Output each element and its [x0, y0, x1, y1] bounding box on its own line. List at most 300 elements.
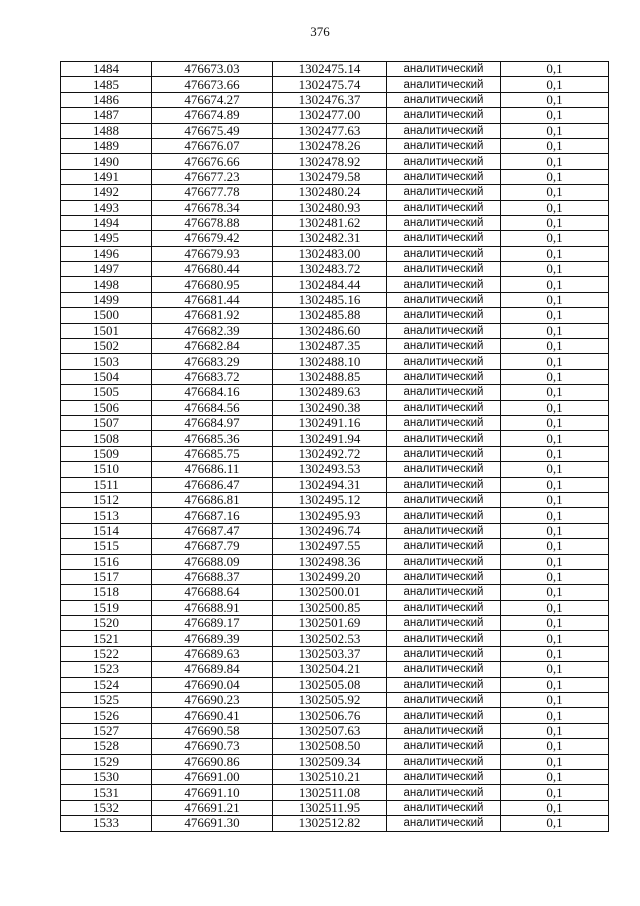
y-coordinate-cell: 1302497.55 — [273, 539, 387, 554]
table-row — [61, 754, 609, 769]
y-coordinate-cell: 1302483.00 — [273, 246, 387, 261]
method-cell: аналитический — [387, 646, 501, 661]
method-cell: аналитический — [387, 585, 501, 600]
method-cell: аналитический — [387, 816, 501, 831]
accuracy-cell: 0,1 — [501, 816, 609, 831]
x-coordinate-cell: 476676.66 — [152, 154, 273, 169]
table-row — [61, 308, 609, 323]
table-row — [61, 185, 609, 200]
table-row — [61, 446, 609, 461]
x-coordinate-cell: 476680.95 — [152, 277, 273, 292]
table-row — [61, 739, 609, 754]
method-cell: аналитический — [387, 200, 501, 215]
y-coordinate-cell: 1302496.74 — [273, 523, 387, 538]
point-number-cell: 1505 — [61, 385, 152, 400]
point-number-cell: 1522 — [61, 646, 152, 661]
y-coordinate-cell: 1302488.85 — [273, 369, 387, 384]
method-cell: аналитический — [387, 215, 501, 230]
y-coordinate-cell: 1302480.93 — [273, 200, 387, 215]
accuracy-cell: 0,1 — [501, 92, 609, 107]
method-cell: аналитический — [387, 723, 501, 738]
method-cell: аналитический — [387, 554, 501, 569]
table-row — [61, 200, 609, 215]
table-row — [61, 646, 609, 661]
table-row — [61, 77, 609, 92]
table-row — [61, 554, 609, 569]
y-coordinate-cell: 1302486.60 — [273, 323, 387, 338]
point-number-cell: 1532 — [61, 800, 152, 815]
point-number-cell: 1513 — [61, 508, 152, 523]
x-coordinate-cell: 476688.09 — [152, 554, 273, 569]
point-number-cell: 1495 — [61, 231, 152, 246]
table-row — [61, 369, 609, 384]
method-cell: аналитический — [387, 708, 501, 723]
y-coordinate-cell: 1302480.24 — [273, 185, 387, 200]
y-coordinate-cell: 1302482.31 — [273, 231, 387, 246]
x-coordinate-cell: 476687.79 — [152, 539, 273, 554]
point-number-cell: 1494 — [61, 215, 152, 230]
x-coordinate-cell: 476690.58 — [152, 723, 273, 738]
accuracy-cell: 0,1 — [501, 523, 609, 538]
method-cell: аналитический — [387, 323, 501, 338]
table-row — [61, 569, 609, 584]
x-coordinate-cell: 476688.64 — [152, 585, 273, 600]
point-number-cell: 1506 — [61, 400, 152, 415]
point-number-cell: 1491 — [61, 169, 152, 184]
y-coordinate-cell: 1302483.72 — [273, 262, 387, 277]
point-number-cell: 1529 — [61, 754, 152, 769]
x-coordinate-cell: 476684.56 — [152, 400, 273, 415]
y-coordinate-cell: 1302489.63 — [273, 385, 387, 400]
point-number-cell: 1500 — [61, 308, 152, 323]
x-coordinate-cell: 476689.63 — [152, 646, 273, 661]
method-cell: аналитический — [387, 138, 501, 153]
point-number-cell: 1520 — [61, 616, 152, 631]
x-coordinate-cell: 476686.47 — [152, 477, 273, 492]
y-coordinate-cell: 1302501.69 — [273, 616, 387, 631]
point-number-cell: 1489 — [61, 138, 152, 153]
y-coordinate-cell: 1302475.14 — [273, 62, 387, 77]
y-coordinate-cell: 1302511.95 — [273, 800, 387, 815]
x-coordinate-cell: 476673.03 — [152, 62, 273, 77]
x-coordinate-cell: 476677.23 — [152, 169, 273, 184]
y-coordinate-cell: 1302505.92 — [273, 693, 387, 708]
y-coordinate-cell: 1302508.50 — [273, 739, 387, 754]
y-coordinate-cell: 1302478.92 — [273, 154, 387, 169]
method-cell: аналитический — [387, 354, 501, 369]
x-coordinate-cell: 476690.41 — [152, 708, 273, 723]
accuracy-cell: 0,1 — [501, 785, 609, 800]
y-coordinate-cell: 1302487.35 — [273, 339, 387, 354]
table-row — [61, 585, 609, 600]
method-cell: аналитический — [387, 800, 501, 815]
table-row — [61, 231, 609, 246]
method-cell: аналитический — [387, 616, 501, 631]
x-coordinate-cell: 476676.07 — [152, 138, 273, 153]
y-coordinate-cell: 1302511.08 — [273, 785, 387, 800]
point-number-cell: 1484 — [61, 62, 152, 77]
y-coordinate-cell: 1302484.44 — [273, 277, 387, 292]
point-number-cell: 1498 — [61, 277, 152, 292]
method-cell: аналитический — [387, 662, 501, 677]
accuracy-cell: 0,1 — [501, 539, 609, 554]
x-coordinate-cell: 476688.91 — [152, 600, 273, 615]
table-row — [61, 800, 609, 815]
method-cell: аналитический — [387, 631, 501, 646]
accuracy-cell: 0,1 — [501, 339, 609, 354]
method-cell: аналитический — [387, 739, 501, 754]
table-row — [61, 215, 609, 230]
table-row — [61, 508, 609, 523]
point-number-cell: 1526 — [61, 708, 152, 723]
point-number-cell: 1496 — [61, 246, 152, 261]
coordinates-table-body — [61, 62, 609, 832]
point-number-cell: 1488 — [61, 123, 152, 138]
method-cell: аналитический — [387, 185, 501, 200]
method-cell: аналитический — [387, 492, 501, 507]
table-row — [61, 108, 609, 123]
method-cell: аналитический — [387, 508, 501, 523]
point-number-cell: 1502 — [61, 339, 152, 354]
table-row — [61, 385, 609, 400]
x-coordinate-cell: 476675.49 — [152, 123, 273, 138]
point-number-cell: 1501 — [61, 323, 152, 338]
y-coordinate-cell: 1302498.36 — [273, 554, 387, 569]
method-cell: аналитический — [387, 123, 501, 138]
accuracy-cell: 0,1 — [501, 323, 609, 338]
point-number-cell: 1525 — [61, 693, 152, 708]
accuracy-cell: 0,1 — [501, 231, 609, 246]
method-cell: аналитический — [387, 369, 501, 384]
table-row — [61, 246, 609, 261]
accuracy-cell: 0,1 — [501, 769, 609, 784]
accuracy-cell: 0,1 — [501, 415, 609, 430]
y-coordinate-cell: 1302505.08 — [273, 677, 387, 692]
y-coordinate-cell: 1302502.53 — [273, 631, 387, 646]
accuracy-cell: 0,1 — [501, 169, 609, 184]
accuracy-cell: 0,1 — [501, 462, 609, 477]
table-row — [61, 816, 609, 831]
x-coordinate-cell: 476685.36 — [152, 431, 273, 446]
y-coordinate-cell: 1302478.26 — [273, 138, 387, 153]
accuracy-cell: 0,1 — [501, 246, 609, 261]
table-row — [61, 323, 609, 338]
y-coordinate-cell: 1302475.74 — [273, 77, 387, 92]
point-number-cell: 1514 — [61, 523, 152, 538]
x-coordinate-cell: 476690.23 — [152, 693, 273, 708]
x-coordinate-cell: 476687.47 — [152, 523, 273, 538]
table-row — [61, 62, 609, 77]
accuracy-cell: 0,1 — [501, 154, 609, 169]
y-coordinate-cell: 1302504.21 — [273, 662, 387, 677]
point-number-cell: 1499 — [61, 292, 152, 307]
table-row — [61, 169, 609, 184]
x-coordinate-cell: 476691.10 — [152, 785, 273, 800]
x-coordinate-cell: 476691.30 — [152, 816, 273, 831]
method-cell: аналитический — [387, 415, 501, 430]
x-coordinate-cell: 476681.92 — [152, 308, 273, 323]
method-cell: аналитический — [387, 92, 501, 107]
point-number-cell: 1516 — [61, 554, 152, 569]
table-row — [61, 154, 609, 169]
accuracy-cell: 0,1 — [501, 446, 609, 461]
accuracy-cell: 0,1 — [501, 262, 609, 277]
table-row — [61, 354, 609, 369]
method-cell: аналитический — [387, 477, 501, 492]
accuracy-cell: 0,1 — [501, 739, 609, 754]
x-coordinate-cell: 476684.16 — [152, 385, 273, 400]
method-cell: аналитический — [387, 523, 501, 538]
method-cell: аналитический — [387, 292, 501, 307]
accuracy-cell: 0,1 — [501, 108, 609, 123]
accuracy-cell: 0,1 — [501, 631, 609, 646]
point-number-cell: 1503 — [61, 354, 152, 369]
accuracy-cell: 0,1 — [501, 585, 609, 600]
point-number-cell: 1523 — [61, 662, 152, 677]
table-row — [61, 631, 609, 646]
y-coordinate-cell: 1302506.76 — [273, 708, 387, 723]
point-number-cell: 1509 — [61, 446, 152, 461]
y-coordinate-cell: 1302476.37 — [273, 92, 387, 107]
accuracy-cell: 0,1 — [501, 477, 609, 492]
point-number-cell: 1510 — [61, 462, 152, 477]
table-row — [61, 138, 609, 153]
method-cell: аналитический — [387, 339, 501, 354]
x-coordinate-cell: 476689.17 — [152, 616, 273, 631]
x-coordinate-cell: 476673.66 — [152, 77, 273, 92]
x-coordinate-cell: 476690.04 — [152, 677, 273, 692]
accuracy-cell: 0,1 — [501, 754, 609, 769]
accuracy-cell: 0,1 — [501, 708, 609, 723]
y-coordinate-cell: 1302485.88 — [273, 308, 387, 323]
y-coordinate-cell: 1302488.10 — [273, 354, 387, 369]
x-coordinate-cell: 476679.93 — [152, 246, 273, 261]
table-row — [61, 539, 609, 554]
accuracy-cell: 0,1 — [501, 200, 609, 215]
point-number-cell: 1485 — [61, 77, 152, 92]
method-cell: аналитический — [387, 754, 501, 769]
point-number-cell: 1521 — [61, 631, 152, 646]
x-coordinate-cell: 476686.81 — [152, 492, 273, 507]
x-coordinate-cell: 476684.97 — [152, 415, 273, 430]
x-coordinate-cell: 476689.39 — [152, 631, 273, 646]
accuracy-cell: 0,1 — [501, 646, 609, 661]
point-number-cell: 1524 — [61, 677, 152, 692]
x-coordinate-cell: 476687.16 — [152, 508, 273, 523]
x-coordinate-cell: 476683.72 — [152, 369, 273, 384]
method-cell: аналитический — [387, 262, 501, 277]
method-cell: аналитический — [387, 462, 501, 477]
accuracy-cell: 0,1 — [501, 693, 609, 708]
point-number-cell: 1490 — [61, 154, 152, 169]
page-number: 376 — [310, 24, 330, 39]
x-coordinate-cell: 476683.29 — [152, 354, 273, 369]
accuracy-cell: 0,1 — [501, 123, 609, 138]
x-coordinate-cell: 476682.84 — [152, 339, 273, 354]
table-row — [61, 693, 609, 708]
table-row — [61, 600, 609, 615]
table-row — [61, 723, 609, 738]
y-coordinate-cell: 1302500.01 — [273, 585, 387, 600]
point-number-cell: 1517 — [61, 569, 152, 584]
point-number-cell: 1492 — [61, 185, 152, 200]
point-number-cell: 1530 — [61, 769, 152, 784]
method-cell: аналитический — [387, 246, 501, 261]
accuracy-cell: 0,1 — [501, 77, 609, 92]
x-coordinate-cell: 476678.88 — [152, 215, 273, 230]
y-coordinate-cell: 1302503.37 — [273, 646, 387, 661]
x-coordinate-cell: 476680.44 — [152, 262, 273, 277]
point-number-cell: 1518 — [61, 585, 152, 600]
point-number-cell: 1527 — [61, 723, 152, 738]
x-coordinate-cell: 476690.86 — [152, 754, 273, 769]
accuracy-cell: 0,1 — [501, 185, 609, 200]
method-cell: аналитический — [387, 400, 501, 415]
method-cell: аналитический — [387, 108, 501, 123]
accuracy-cell: 0,1 — [501, 400, 609, 415]
y-coordinate-cell: 1302512.82 — [273, 816, 387, 831]
accuracy-cell: 0,1 — [501, 662, 609, 677]
table-row — [61, 292, 609, 307]
y-coordinate-cell: 1302507.63 — [273, 723, 387, 738]
table-row — [61, 477, 609, 492]
method-cell: аналитический — [387, 539, 501, 554]
accuracy-cell: 0,1 — [501, 277, 609, 292]
table-row — [61, 662, 609, 677]
point-number-cell: 1519 — [61, 600, 152, 615]
y-coordinate-cell: 1302491.94 — [273, 431, 387, 446]
table-row — [61, 769, 609, 784]
point-number-cell: 1515 — [61, 539, 152, 554]
table-row — [61, 616, 609, 631]
method-cell: аналитический — [387, 677, 501, 692]
accuracy-cell: 0,1 — [501, 354, 609, 369]
accuracy-cell: 0,1 — [501, 600, 609, 615]
table-row — [61, 431, 609, 446]
method-cell: аналитический — [387, 785, 501, 800]
x-coordinate-cell: 476688.37 — [152, 569, 273, 584]
method-cell: аналитический — [387, 231, 501, 246]
method-cell: аналитический — [387, 385, 501, 400]
point-number-cell: 1504 — [61, 369, 152, 384]
table-row — [61, 92, 609, 107]
accuracy-cell: 0,1 — [501, 554, 609, 569]
point-number-cell: 1531 — [61, 785, 152, 800]
y-coordinate-cell: 1302485.16 — [273, 292, 387, 307]
y-coordinate-cell: 1302477.63 — [273, 123, 387, 138]
x-coordinate-cell: 476678.34 — [152, 200, 273, 215]
y-coordinate-cell: 1302492.72 — [273, 446, 387, 461]
table-row — [61, 339, 609, 354]
table-row — [61, 277, 609, 292]
method-cell: аналитический — [387, 154, 501, 169]
coordinates-table — [60, 61, 609, 832]
y-coordinate-cell: 1302477.00 — [273, 108, 387, 123]
accuracy-cell: 0,1 — [501, 569, 609, 584]
x-coordinate-cell: 476686.11 — [152, 462, 273, 477]
accuracy-cell: 0,1 — [501, 800, 609, 815]
x-coordinate-cell: 476682.39 — [152, 323, 273, 338]
x-coordinate-cell: 476681.44 — [152, 292, 273, 307]
accuracy-cell: 0,1 — [501, 308, 609, 323]
table-row — [61, 462, 609, 477]
accuracy-cell: 0,1 — [501, 616, 609, 631]
accuracy-cell: 0,1 — [501, 508, 609, 523]
y-coordinate-cell: 1302481.62 — [273, 215, 387, 230]
x-coordinate-cell: 476689.84 — [152, 662, 273, 677]
point-number-cell: 1511 — [61, 477, 152, 492]
method-cell: аналитический — [387, 693, 501, 708]
y-coordinate-cell: 1302494.31 — [273, 477, 387, 492]
method-cell: аналитический — [387, 569, 501, 584]
x-coordinate-cell: 476674.89 — [152, 108, 273, 123]
accuracy-cell: 0,1 — [501, 62, 609, 77]
accuracy-cell: 0,1 — [501, 723, 609, 738]
accuracy-cell: 0,1 — [501, 677, 609, 692]
table-row — [61, 262, 609, 277]
method-cell: аналитический — [387, 77, 501, 92]
accuracy-cell: 0,1 — [501, 215, 609, 230]
point-number-cell: 1533 — [61, 816, 152, 831]
y-coordinate-cell: 1302490.38 — [273, 400, 387, 415]
accuracy-cell: 0,1 — [501, 385, 609, 400]
x-coordinate-cell: 476679.42 — [152, 231, 273, 246]
table-row — [61, 415, 609, 430]
method-cell: аналитический — [387, 769, 501, 784]
y-coordinate-cell: 1302495.12 — [273, 492, 387, 507]
x-coordinate-cell: 476690.73 — [152, 739, 273, 754]
method-cell: аналитический — [387, 62, 501, 77]
y-coordinate-cell: 1302510.21 — [273, 769, 387, 784]
point-number-cell: 1497 — [61, 262, 152, 277]
method-cell: аналитический — [387, 446, 501, 461]
point-number-cell: 1512 — [61, 492, 152, 507]
table-row — [61, 708, 609, 723]
x-coordinate-cell: 476691.21 — [152, 800, 273, 815]
y-coordinate-cell: 1302493.53 — [273, 462, 387, 477]
accuracy-cell: 0,1 — [501, 369, 609, 384]
accuracy-cell: 0,1 — [501, 431, 609, 446]
y-coordinate-cell: 1302479.58 — [273, 169, 387, 184]
table-row — [61, 523, 609, 538]
table-row — [61, 400, 609, 415]
point-number-cell: 1508 — [61, 431, 152, 446]
point-number-cell: 1487 — [61, 108, 152, 123]
x-coordinate-cell: 476685.75 — [152, 446, 273, 461]
point-number-cell: 1528 — [61, 739, 152, 754]
method-cell: аналитический — [387, 431, 501, 446]
y-coordinate-cell: 1302500.85 — [273, 600, 387, 615]
table-row — [61, 785, 609, 800]
accuracy-cell: 0,1 — [501, 138, 609, 153]
accuracy-cell: 0,1 — [501, 492, 609, 507]
method-cell: аналитический — [387, 277, 501, 292]
method-cell: аналитический — [387, 600, 501, 615]
point-number-cell: 1493 — [61, 200, 152, 215]
accuracy-cell: 0,1 — [501, 292, 609, 307]
y-coordinate-cell: 1302499.20 — [273, 569, 387, 584]
y-coordinate-cell: 1302495.93 — [273, 508, 387, 523]
table-row — [61, 677, 609, 692]
x-coordinate-cell: 476677.78 — [152, 185, 273, 200]
y-coordinate-cell: 1302509.34 — [273, 754, 387, 769]
method-cell: аналитический — [387, 308, 501, 323]
x-coordinate-cell: 476674.27 — [152, 92, 273, 107]
x-coordinate-cell: 476691.00 — [152, 769, 273, 784]
y-coordinate-cell: 1302491.16 — [273, 415, 387, 430]
point-number-cell: 1486 — [61, 92, 152, 107]
point-number-cell: 1507 — [61, 415, 152, 430]
